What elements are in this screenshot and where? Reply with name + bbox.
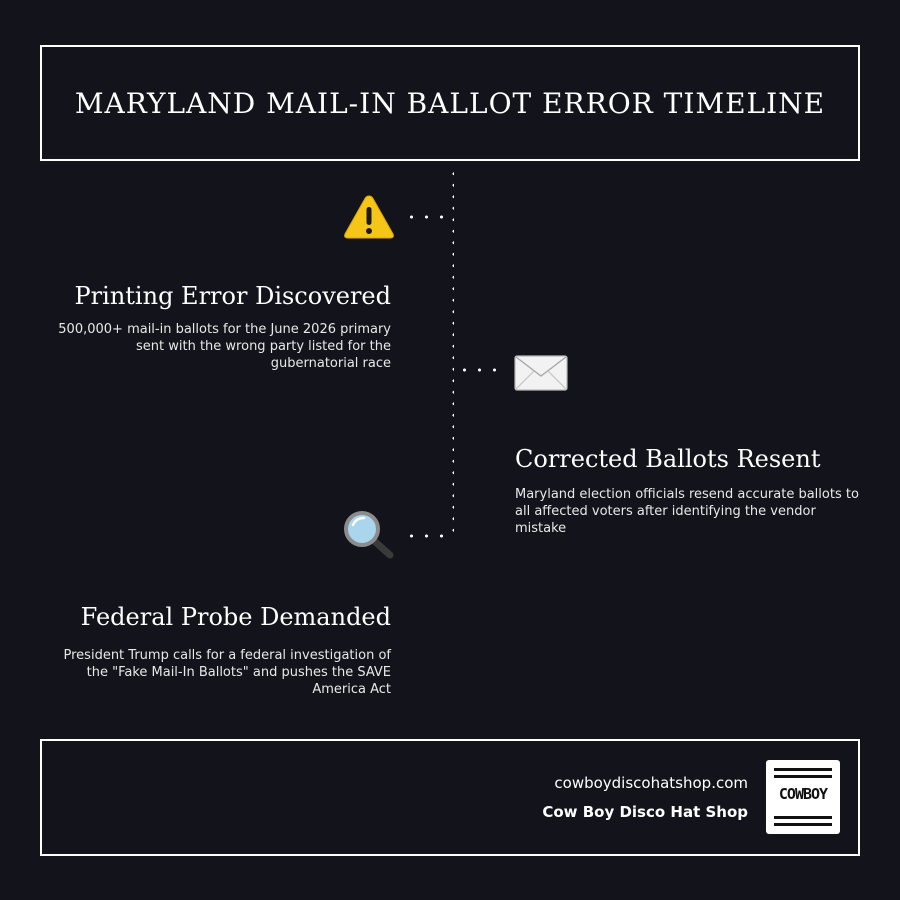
title-banner bbox=[40, 45, 860, 161]
logo-text: COWBOY bbox=[778, 785, 828, 803]
event-title: Federal Probe Demanded bbox=[80, 603, 391, 631]
event-description: 500,000+ mail-in ballots for the June 2026 primary sent with the wrong party listed for the gubernatorial race bbox=[58, 322, 391, 371]
event-description: President Trump calls for a federal investigation of the "Fake Mail-In Ballots" and pushes the SAVE America Act bbox=[63, 648, 391, 697]
magnifying-glass-icon bbox=[341, 509, 397, 561]
warning-icon bbox=[343, 193, 395, 241]
footer-url[interactable]: cowboydiscohatshop.com bbox=[554, 774, 748, 792]
page-title: MARYLAND MAIL-IN BALLOT ERROR TIMELINE bbox=[74, 86, 826, 120]
event-title: Printing Error Discovered bbox=[74, 282, 391, 310]
connector-dots bbox=[457, 368, 505, 372]
shop-logo bbox=[766, 760, 840, 834]
connector-dots bbox=[404, 215, 452, 219]
footer-shop-name: Cow Boy Disco Hat Shop bbox=[542, 803, 748, 821]
timeline-axis bbox=[452, 168, 454, 540]
envelope-icon bbox=[514, 355, 568, 391]
footer bbox=[40, 739, 860, 856]
connector-dots bbox=[404, 534, 452, 538]
event-description: Maryland election officials resend accurate ballots to all affected voters after identifying the vendor mistake bbox=[515, 487, 859, 536]
event-title: Corrected Ballots Resent bbox=[515, 445, 821, 473]
